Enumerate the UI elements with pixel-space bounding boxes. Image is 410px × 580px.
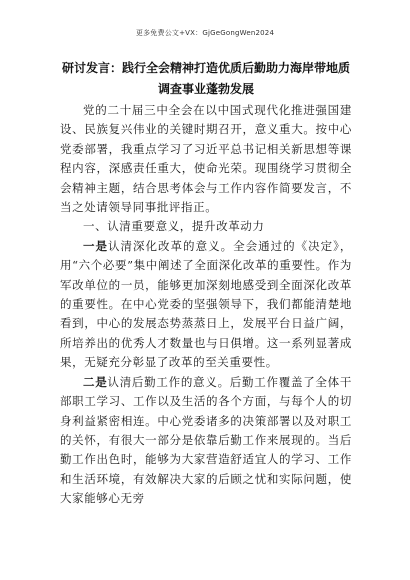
point-two-lead: 二是 bbox=[83, 374, 108, 389]
document-title: 研讨发言：践行全会精神打造优质后勤助力海岸带地质调查事业蓬勃发展 bbox=[61, 61, 350, 96]
section-heading: 一、认清重要意义，提升改革动力 bbox=[83, 219, 265, 234]
intro-paragraph: 党的二十届三中全会在以中国式现代化推进强国建设、民族复兴伟业的关键时期召开，意义重大。按中心党委部署，我重点学习了习近平总书记相关新思想等课程内容，深感责任重大，使命光荣。现围绕学习贯彻全会精神主题，结合思考体会与工作内容作简要发言，不当之处请领导同事批评指正。 bbox=[60, 103, 352, 215]
point-one-text: 认清深化改革的意义。全会通过的《决定》，用“六个必要”集中阐述了全面深化改革的重要性。作为军改单位的一员，能够更加深刻地感受到全面深化改革的重要性。在中心党委的坚强领导下，我们都能清楚地看到，中心的发展态势蒸蒸日上，发展平台日益广阔，所培养出的优秀人才数量也与日俱增。这一系列显著成果，无疑充分彰显了改革的至关重要性。 bbox=[60, 238, 352, 370]
point-one-paragraph bbox=[60, 237, 352, 373]
point-two-text: 认清后勤工作的意义。后勤工作覆盖了全体干部职工学习、工作以及生活的各个方面，与每个人的切身利益紧密相连。中心党委诸多的决策部署以及对职工的关怀，有很大一部分是依靠后勤工作来展现的。当后勤工作出色时，能够为大家营造舒适宜人的学习、工作和生活环境，有效解决大家的后顾之忧和实际问题，使大家能够心无旁 bbox=[60, 374, 352, 506]
header-note: 更多免费公文+VX：GjGeGongWen2024 bbox=[135, 29, 275, 37]
point-one-lead: 一是 bbox=[83, 238, 109, 253]
document-body bbox=[60, 101, 352, 509]
point-two-paragraph bbox=[60, 373, 352, 509]
